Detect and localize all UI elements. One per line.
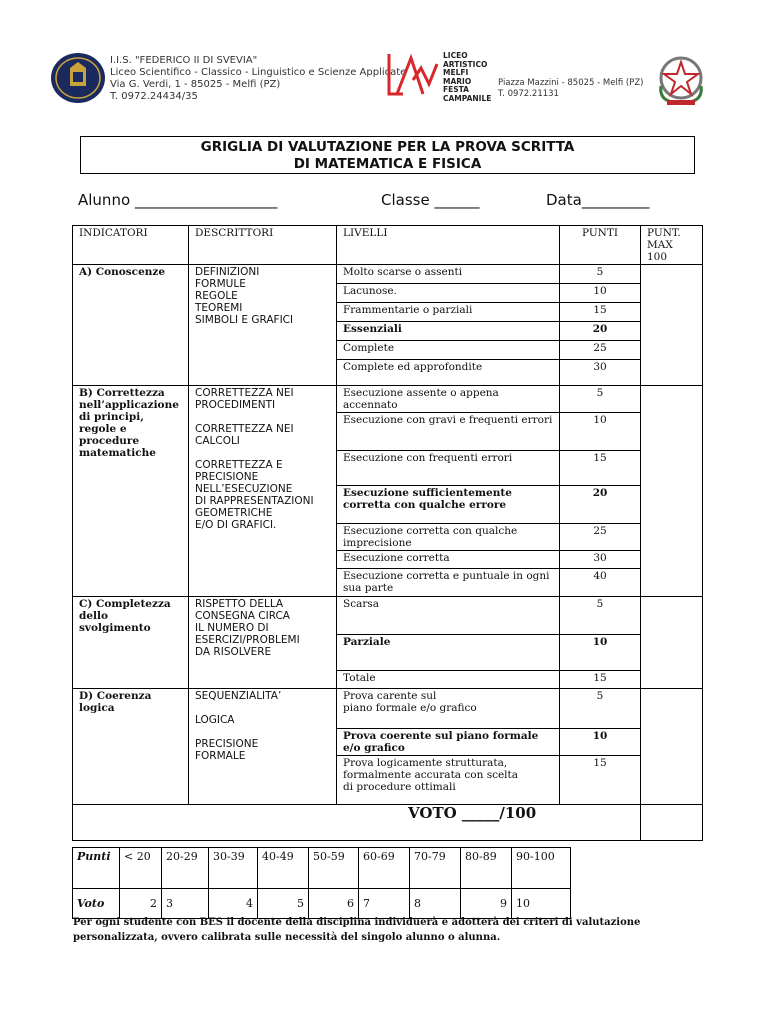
- points-a-5: 25: [560, 341, 641, 360]
- points-c-3: 15: [560, 671, 641, 689]
- punti-range: 60-69: [359, 848, 410, 889]
- header-punti: PUNTI: [560, 226, 641, 265]
- points-b-6: 30: [560, 551, 641, 569]
- points-b-1: 5: [560, 386, 641, 413]
- descriptors-d: SEQUENZIALITA’ LOGICA PRECISIONE FORMALE: [189, 689, 337, 805]
- points-c-1: 5: [560, 597, 641, 635]
- liceo-artistico-text: [443, 52, 491, 104]
- punti-range: 30-39: [209, 848, 258, 889]
- header-descrittori: DESCRITTORI: [189, 226, 337, 265]
- school-types: Liceo Scientifico - Classico - Linguistico e Scienze Applicate: [110, 67, 407, 78]
- voto-label: Voto: [73, 889, 120, 919]
- liceo-artistico-logo: [383, 50, 439, 102]
- evaluation-grid: [72, 225, 703, 841]
- punti-range: 50-59: [309, 848, 359, 889]
- voto-score-cell[interactable]: [641, 805, 703, 841]
- level-d-2: Prova coerente sul piano formale e/o grafico: [337, 729, 560, 756]
- level-c-2: Parziale: [337, 635, 560, 671]
- score-cell-c[interactable]: [641, 597, 703, 689]
- voto-value: 10: [512, 889, 571, 919]
- title-line-1: GRIGLIA DI VALUTAZIONE PER LA PROVA SCRITTA: [200, 139, 575, 155]
- document-title: [80, 136, 695, 174]
- title-line-2: DI MATEMATICA E FISICA: [293, 156, 482, 172]
- punti-range: < 20: [120, 848, 162, 889]
- liceo-line: ARTISTICO: [443, 59, 488, 69]
- points-a-1: 5: [560, 265, 641, 284]
- descriptors-c: RISPETTO DELLA CONSEGNA CIRCA IL NUMERO DI ESERCIZI/PROBLEMI DA RISOLVERE: [189, 597, 337, 689]
- level-b-2: Esecuzione con gravi e frequenti errori: [337, 413, 560, 451]
- voto-value: 3: [162, 889, 209, 919]
- voto-value: 4: [209, 889, 258, 919]
- points-b-5: 25: [560, 524, 641, 551]
- school-address: Via G. Verdi, 1 - 85025 - Melfi (PZ): [110, 79, 281, 90]
- liceo-line: MELFI: [443, 68, 469, 78]
- level-d-1: Prova carente sul piano formale e/o grafico: [337, 689, 560, 729]
- punti-range: 90-100: [512, 848, 571, 889]
- descriptors-b: CORRETTEZZA NEI PROCEDIMENTI CORRETTEZZA NEI CALCOLI CORRETTEZZA E PRECISIONE NELL’ESECUZIONE DI RAPPRESENTAZIONI GEOMETRICHE E/O DI GRAFICI.: [189, 386, 337, 597]
- school-phone: T. 0972.24434/35: [110, 91, 198, 102]
- voto-value: 9: [461, 889, 512, 919]
- classe-field[interactable]: Classe ______: [381, 191, 480, 209]
- voto-value: 6: [309, 889, 359, 919]
- points-a-2: 10: [560, 284, 641, 303]
- points-b-4: 20: [560, 486, 641, 524]
- liceo-line: CAMPANILE: [443, 93, 492, 103]
- points-a-3: 15: [560, 303, 641, 322]
- punti-range: 40-49: [258, 848, 309, 889]
- level-a-6: Complete ed approfondite: [337, 360, 560, 386]
- liceo-address: [498, 78, 643, 100]
- voto-total[interactable]: VOTO _____/100: [408, 804, 537, 822]
- liceo-line: MARIO: [443, 76, 472, 86]
- level-c-3: Totale: [337, 671, 560, 689]
- score-cell-d[interactable]: [641, 689, 703, 805]
- level-a-4: Essenziali: [337, 322, 560, 341]
- points-a-4: 20: [560, 322, 641, 341]
- points-d-2: 10: [560, 729, 641, 756]
- indicator-a: A) Conoscenze: [73, 265, 189, 386]
- points-b-3: 15: [560, 451, 641, 486]
- score-cell-b[interactable]: [641, 386, 703, 597]
- indicator-d: D) Coerenza logica: [73, 689, 189, 805]
- voto-value: 7: [359, 889, 410, 919]
- descriptors-a: DEFINIZIONI FORMULE REGOLE TEOREMI SIMBOLI E GRAFICI: [189, 265, 337, 386]
- level-d-3: Prova logicamente strutturata, formalmente accurata con scelta di procedure ottimali: [337, 756, 560, 805]
- score-conversion-table: [72, 847, 571, 919]
- alunno-field[interactable]: Alunno ___________________: [78, 191, 278, 209]
- header-punt-max: PUNT. MAX 100: [641, 226, 703, 265]
- school-name: I.I.S. "FEDERICO II DI SVEVIA": [110, 55, 258, 66]
- punti-range: 70-79: [410, 848, 461, 889]
- school-seal-logo: [50, 52, 106, 104]
- level-b-1: Esecuzione assente o appena accennato: [337, 386, 560, 413]
- liceo-line: LICEO: [443, 51, 468, 60]
- voto-value: 2: [120, 889, 162, 919]
- punti-label: Punti: [73, 848, 120, 889]
- liceo-phone: T. 0972.21131: [498, 89, 559, 99]
- punti-range: 20-29: [162, 848, 209, 889]
- indicator-b: B) Correttezza nell’applicazione di principi, regole e procedure matematiche: [73, 386, 189, 597]
- school-info: [110, 55, 406, 103]
- level-b-6: Esecuzione corretta: [337, 551, 560, 569]
- bes-note: Per ogni studente con BES il docente della disciplina individuerà e adotterà dei criteri di valutazione personalizzata, ovvero calibrata sulle necessità del singolo alunno o alunna.: [73, 917, 641, 943]
- level-b-7: Esecuzione corretta e puntuale in ogni sua parte: [337, 569, 560, 597]
- voto-value: 8: [410, 889, 461, 919]
- voto-row: [73, 805, 641, 841]
- liceo-street: Piazza Mazzini - 85025 - Melfi (PZ): [498, 78, 644, 88]
- level-a-1: Molto scarse o assenti: [337, 265, 560, 284]
- header-indicatori: INDICATORI: [73, 226, 189, 265]
- data-field[interactable]: Data_________: [546, 191, 650, 209]
- points-d-1: 5: [560, 689, 641, 729]
- level-a-3: Frammentarie o parziali: [337, 303, 560, 322]
- score-cell-a[interactable]: [641, 265, 703, 386]
- punti-range: 80-89: [461, 848, 512, 889]
- level-a-5: Complete: [337, 341, 560, 360]
- header-livelli: LIVELLI: [337, 226, 560, 265]
- italian-republic-emblem: [655, 52, 707, 108]
- level-c-1: Scarsa: [337, 597, 560, 635]
- level-b-4: Esecuzione sufficientemente corretta con qualche errore: [337, 486, 560, 524]
- points-b-7: 40: [560, 569, 641, 597]
- liceo-line: FESTA: [443, 85, 469, 95]
- level-a-2: Lacunose.: [337, 284, 560, 303]
- voto-value: 5: [258, 889, 309, 919]
- points-d-3: 15: [560, 756, 641, 805]
- points-c-2: 10: [560, 635, 641, 671]
- points-a-6: 30: [560, 360, 641, 386]
- points-b-2: 10: [560, 413, 641, 451]
- level-b-5: Esecuzione corretta con qualche imprecisione: [337, 524, 560, 551]
- indicator-c: C) Completezza dello svolgimento: [73, 597, 189, 689]
- level-b-3: Esecuzione con frequenti errori: [337, 451, 560, 486]
